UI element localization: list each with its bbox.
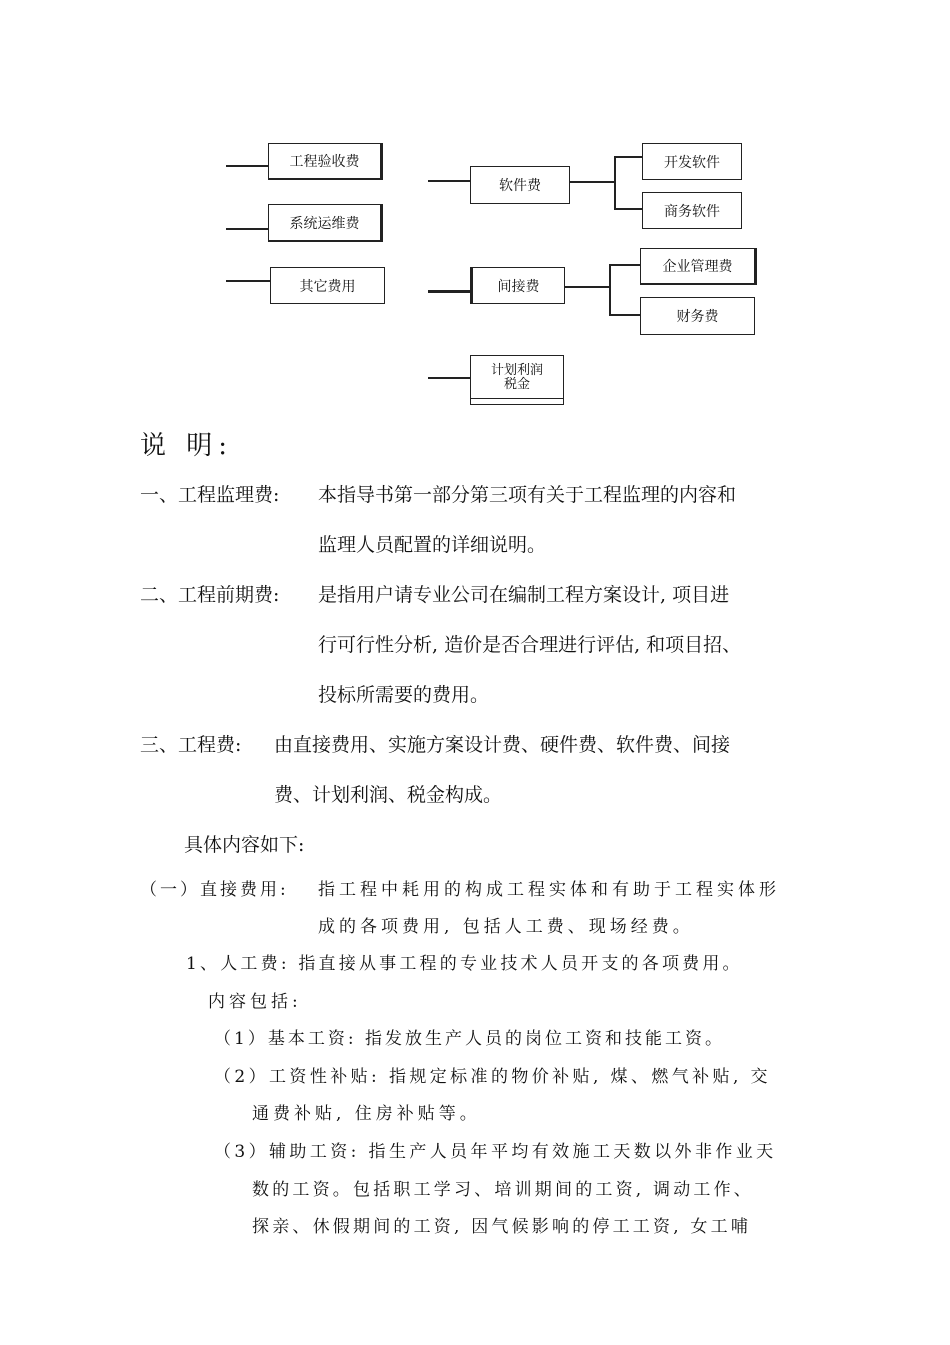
connector-line	[570, 181, 615, 183]
tax-label: 税金	[503, 377, 530, 392]
connector-line	[428, 377, 472, 379]
box-management-fee: 企业管理费	[640, 248, 757, 285]
connector-line	[609, 314, 641, 316]
connector-line	[565, 286, 610, 288]
item-label-supervision: 一、工程监理费:	[140, 484, 280, 506]
connector-line	[614, 156, 643, 158]
box-acceptance-fee: 工程验收费	[268, 143, 383, 180]
item-text-line: 由直接费用、实施方案设计费、硬件费、软件费、间接	[274, 734, 731, 756]
box-divider	[471, 398, 563, 399]
connector-line	[428, 180, 472, 182]
item-text-line: 监理人员配置的详细说明。	[318, 534, 547, 556]
connector-line	[609, 264, 611, 315]
box-other-fee: 其它费用	[270, 267, 385, 304]
labor-cost-line: 内容包括:	[208, 992, 302, 1012]
explanation-heading: 说 明:	[140, 431, 234, 461]
connector-line	[609, 264, 641, 266]
item-text-line: 投标所需要的费用。	[318, 684, 490, 706]
sub-item-line: （1）基本工资: 指发放生产人员的岗位工资和技能工资。	[214, 1029, 725, 1049]
direct-cost-line: 指工程中耗用的构成工程实体和有助于工程实体形	[318, 880, 780, 900]
connector-line	[614, 208, 643, 210]
box-commercial-software: 商务软件	[642, 192, 742, 229]
detail-intro: 具体内容如下:	[184, 834, 305, 856]
sub-item-line: 探亲、休假期间的工资, 因气候影响的停工工资, 女工哺	[252, 1217, 752, 1237]
box-finance-fee: 财务费	[640, 297, 755, 335]
item-text-line: 是指用户请专业公司在编制工程方案设计, 项目进	[318, 584, 730, 606]
labor-cost-line: 1、人工费: 指直接从事工程的专业技术人员开支的各项费用。	[186, 954, 743, 974]
profit-label: 计划利润	[490, 363, 543, 378]
direct-cost-line: 成的各项费用, 包括人工费、现场经费。	[318, 917, 694, 937]
connector-line	[428, 290, 472, 293]
sub-item-line: 通费补贴, 住房补贴等。	[252, 1104, 481, 1124]
box-indirect-fee: 间接费	[470, 267, 565, 304]
connector-line	[226, 280, 270, 282]
box-dev-software: 开发软件	[642, 143, 742, 180]
sub-item-line: （3）辅助工资: 指生产人员年平均有效施工天数以外非作业天	[214, 1142, 777, 1162]
box-profit-tax	[470, 355, 564, 405]
item-text-line: 费、计划利润、税金构成。	[274, 784, 503, 806]
sub-item-line: 数的工资。包括职工学习、培训期间的工资, 调动工作、	[252, 1180, 755, 1200]
item-text-line: 本指导书第一部分第三项有关于工程监理的内容和	[318, 484, 737, 506]
box-maintenance-fee: 系统运维费	[268, 204, 383, 242]
item-text-line: 行可行性分析, 造价是否合理进行评估, 和项目招、	[318, 634, 742, 656]
sub-item-line: （2）工资性补贴: 指规定标准的物价补贴, 煤、燃气补贴, 交	[214, 1067, 771, 1087]
connector-line	[614, 156, 616, 209]
box-software-fee: 软件费	[470, 166, 570, 204]
connector-line	[226, 228, 270, 230]
connector-line	[226, 165, 270, 167]
item-label-preliminary: 二、工程前期费:	[140, 584, 280, 606]
item-label-engineering: 三、工程费:	[140, 734, 242, 756]
direct-cost-label: （一）直接费用:	[140, 880, 289, 900]
